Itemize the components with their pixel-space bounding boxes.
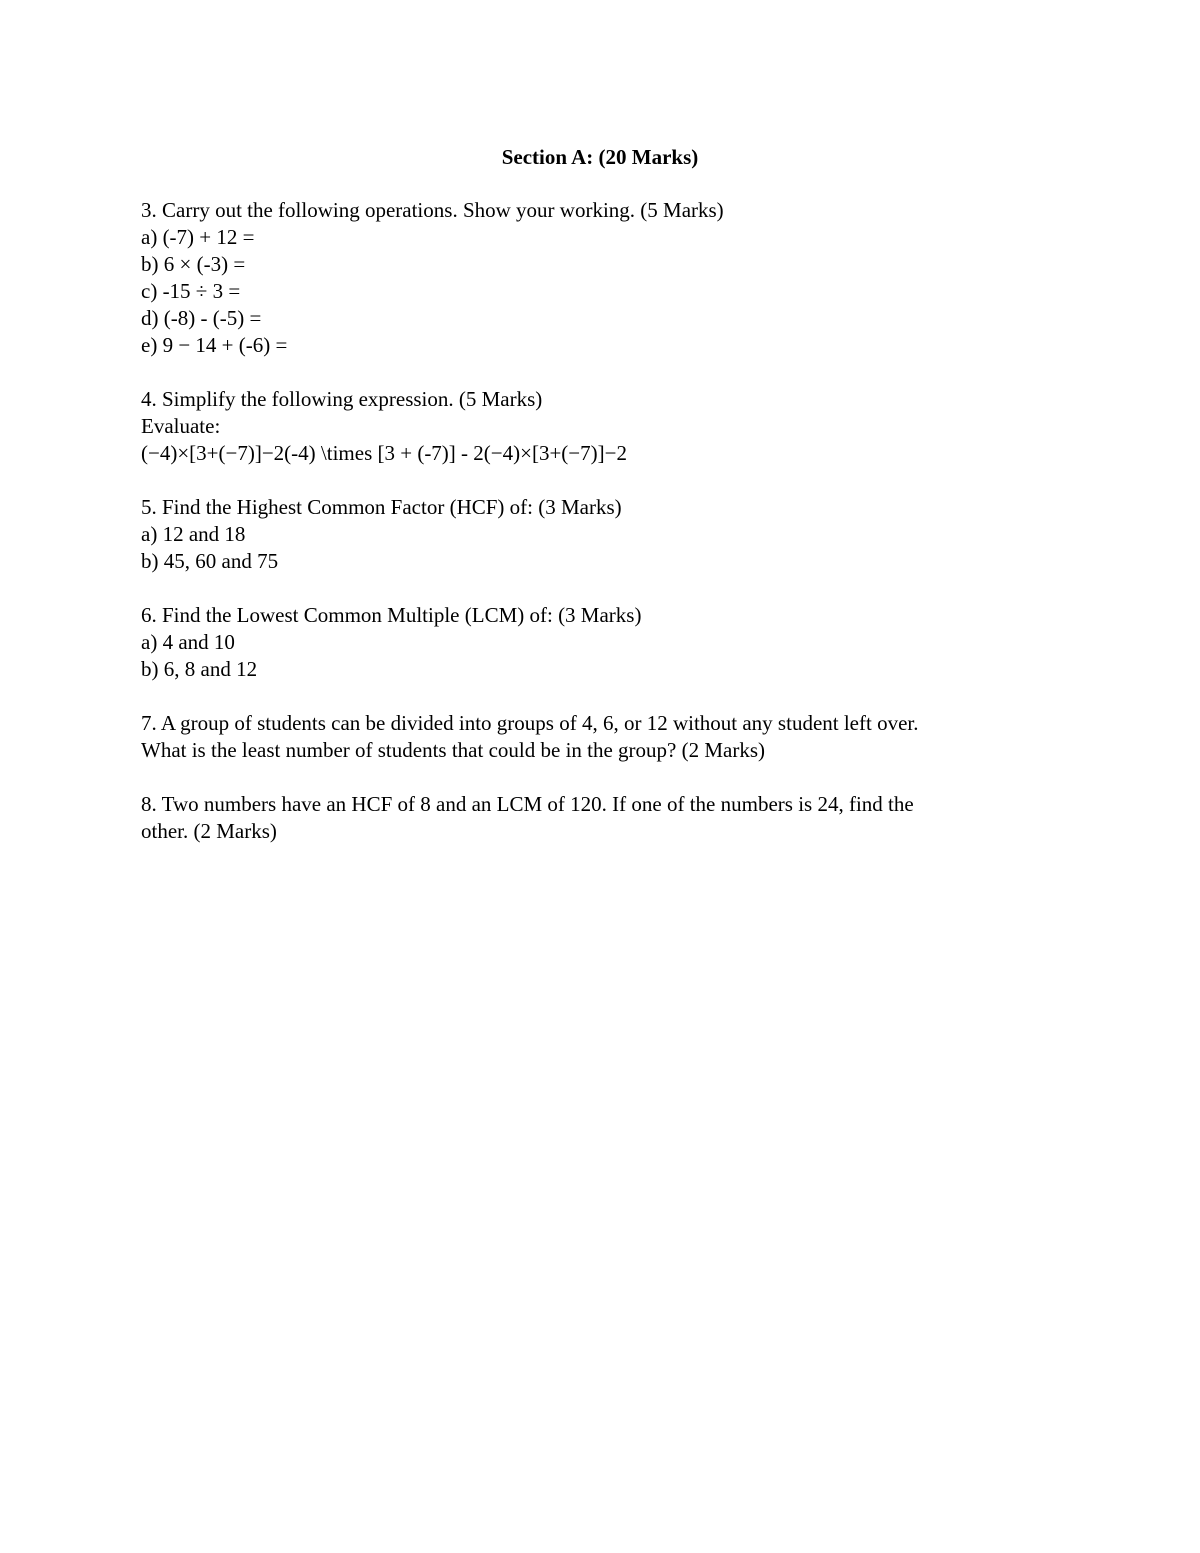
question-6-part-a: a) 4 and 10 bbox=[141, 630, 235, 654]
question-3-part-b: b) 6 × (-3) = bbox=[141, 252, 246, 276]
question-4-evaluate-label: Evaluate: bbox=[141, 414, 221, 438]
section-title: Section A: (20 Marks) bbox=[501, 145, 699, 169]
question-5-prompt: 5. Find the Highest Common Factor (HCF) of: (3 Marks) bbox=[141, 495, 622, 519]
question-8-line-1: 8. Two numbers have an HCF of 8 and an LCM of 120. If one of the numbers is 24, find the bbox=[141, 792, 914, 816]
question-6-prompt: 6. Find the Lowest Common Multiple (LCM) of: (3 Marks) bbox=[141, 603, 642, 627]
question-3-prompt: 3. Carry out the following operations. Show your working. (5 Marks) bbox=[141, 198, 724, 222]
question-3-part-d: d) (-8) - (-5) = bbox=[141, 306, 262, 330]
question-5-part-a: a) 12 and 18 bbox=[141, 522, 246, 546]
question-7-line-2: What is the least number of students that could be in the group? (2 Marks) bbox=[141, 738, 766, 762]
question-4-expression: (−4)×[3+(−7)]−2(-4) \times [3 + (-7)] - 2(−4)×[3+(−7)]−2 bbox=[141, 441, 627, 465]
question-6 bbox=[141, 602, 1041, 683]
question-7 bbox=[141, 710, 1041, 764]
question-5 bbox=[141, 494, 1041, 575]
question-3-part-e: e) 9 − 14 + (-6) = bbox=[141, 333, 288, 357]
question-list bbox=[141, 197, 1041, 872]
question-3 bbox=[141, 197, 1041, 359]
question-6-part-b: b) 6, 8 and 12 bbox=[141, 657, 258, 681]
question-4-prompt: 4. Simplify the following expression. (5 Marks) bbox=[141, 387, 543, 411]
question-3-part-a: a) (-7) + 12 = bbox=[141, 225, 255, 249]
question-5-part-b: b) 45, 60 and 75 bbox=[141, 549, 279, 573]
question-4 bbox=[141, 386, 1041, 467]
question-7-line-1: 7. A group of students can be divided into groups of 4, 6, or 12 without any student left over. bbox=[141, 711, 919, 735]
question-8-line-2: other. (2 Marks) bbox=[141, 819, 277, 843]
question-8 bbox=[141, 791, 1041, 845]
question-3-part-c: c) -15 ÷ 3 = bbox=[141, 279, 241, 303]
